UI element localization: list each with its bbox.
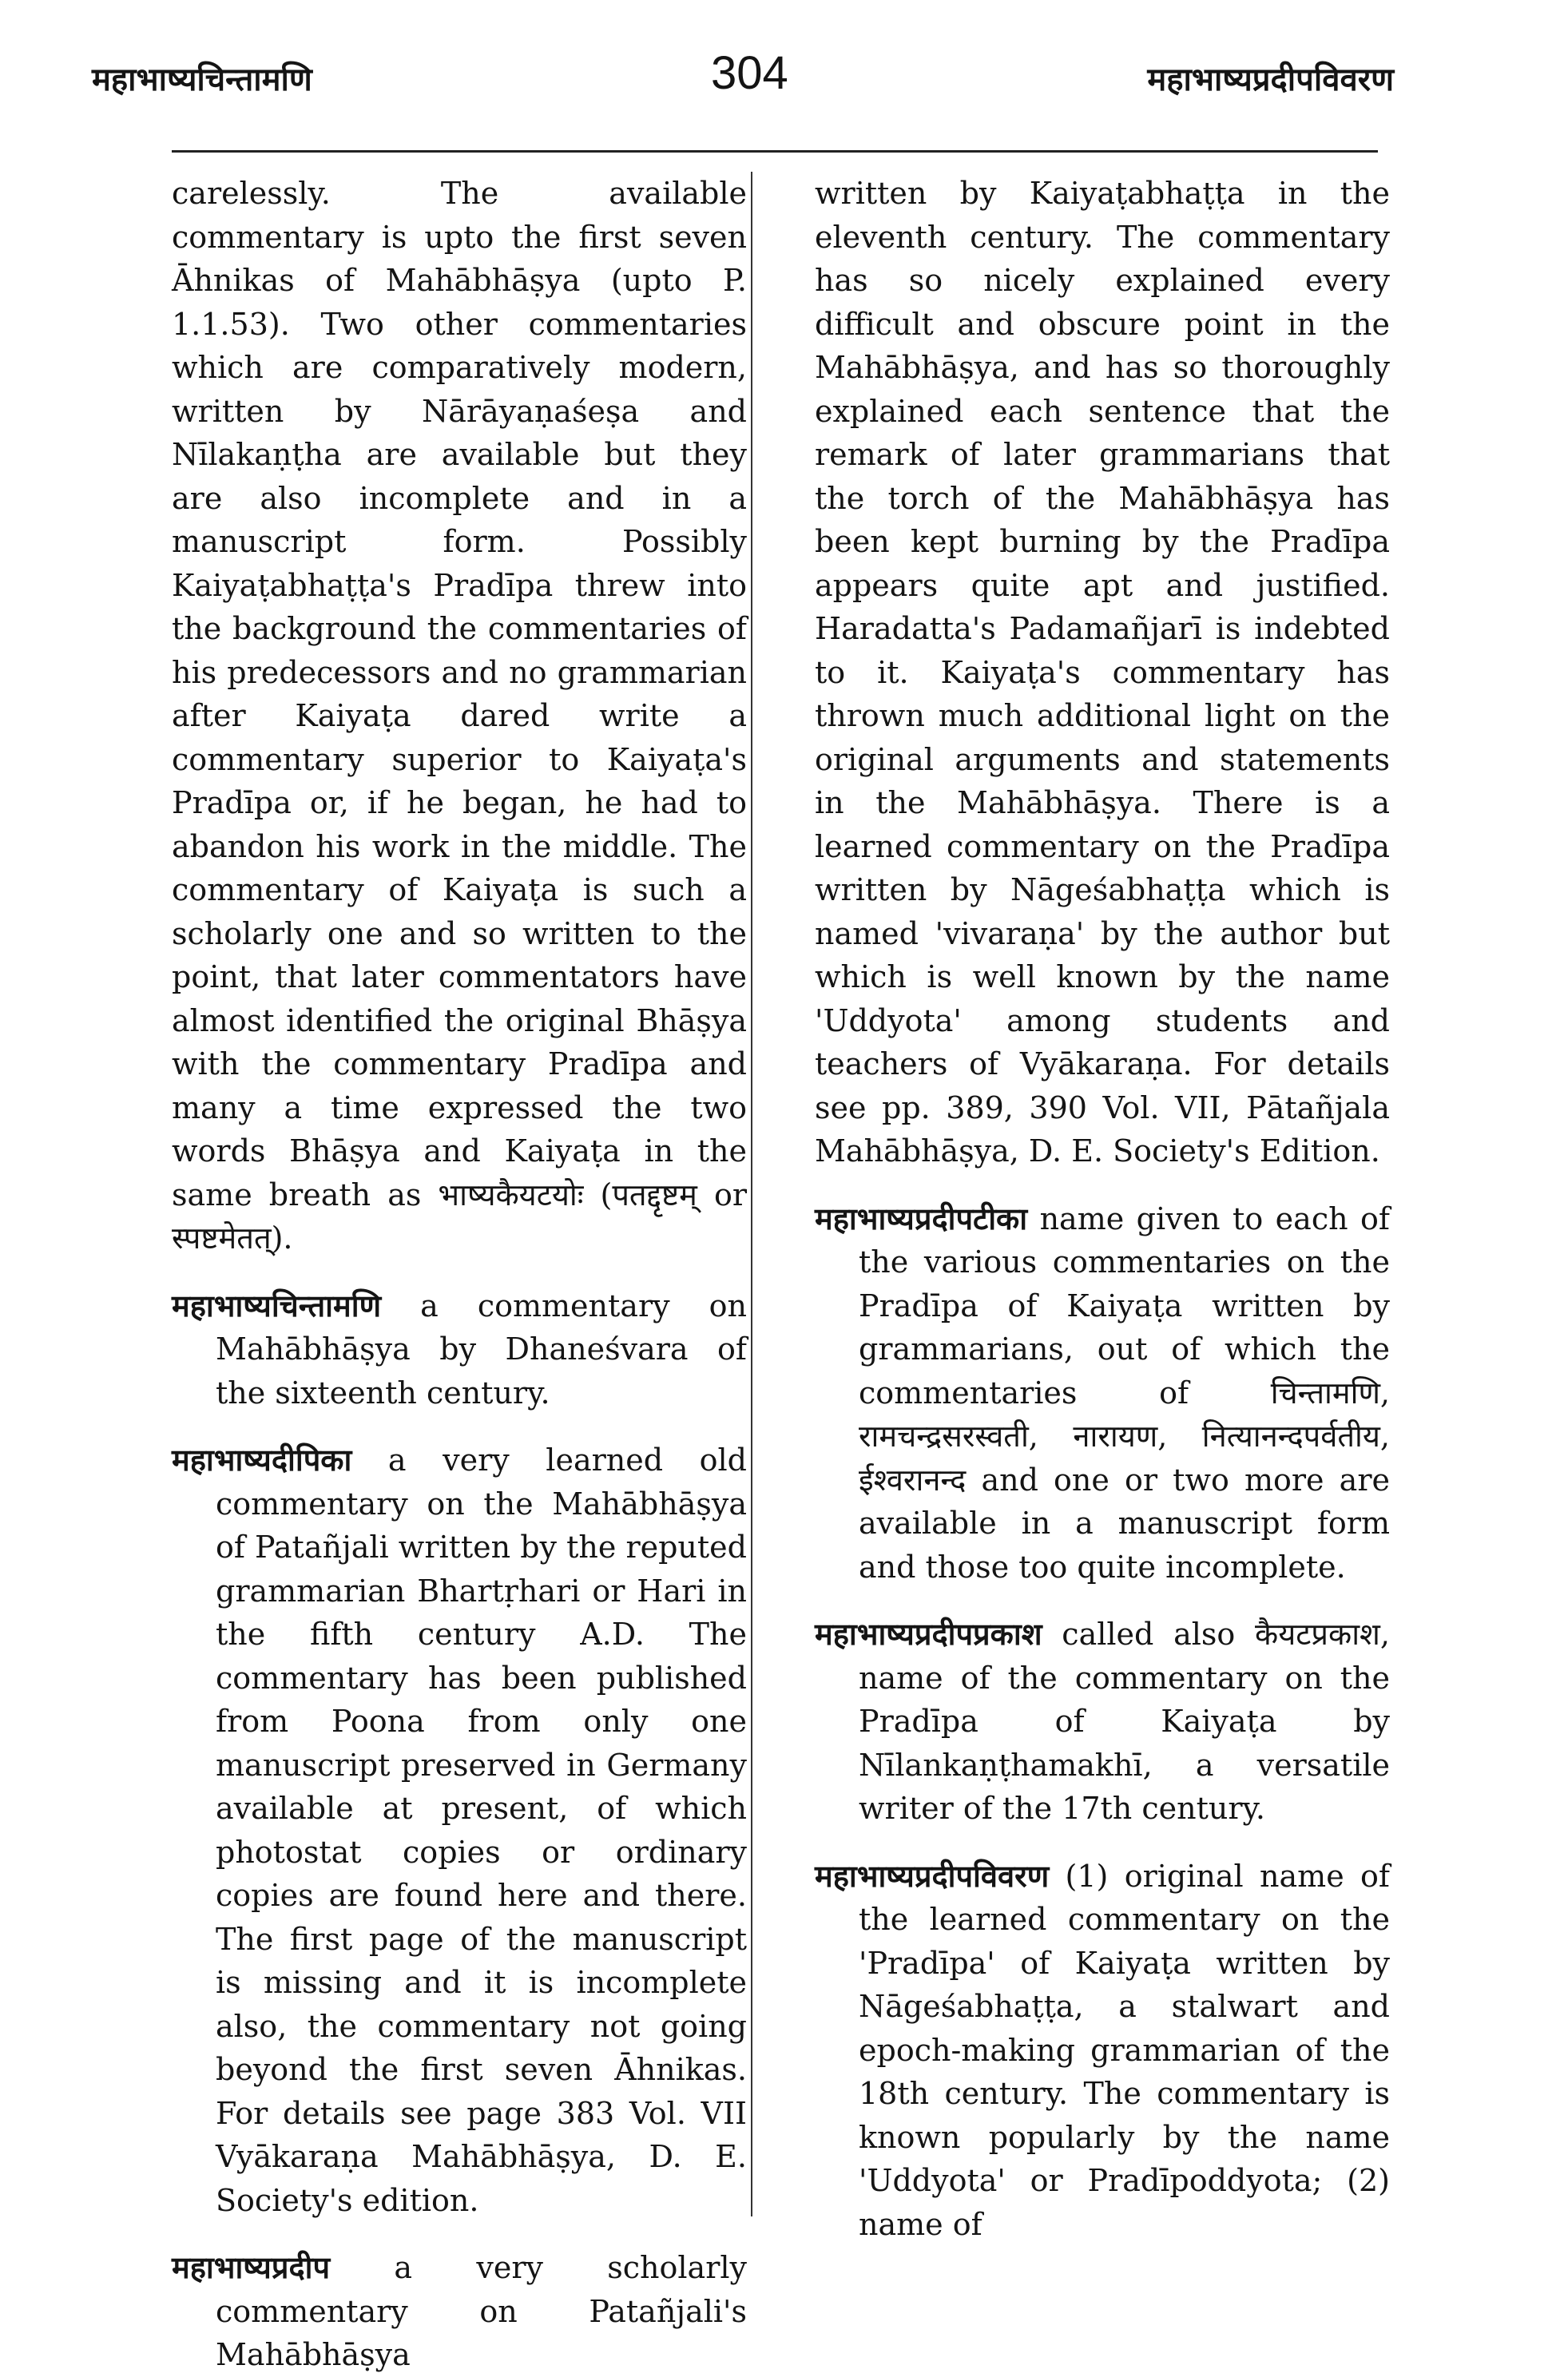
dictionary-entry	[172, 2246, 747, 2377]
entry-headword: महाभाष्यप्रदीपविवरण	[815, 1857, 1050, 1894]
entry-headword: महाभाष्यदीपिका	[172, 1442, 352, 1478]
entry-headword: महाभाष्यचिन्तामणि	[172, 1287, 382, 1323]
header-rule	[172, 150, 1378, 153]
column-divider	[751, 172, 752, 2216]
page-header	[0, 0, 1568, 144]
page-number: 304	[711, 47, 788, 99]
dictionary-entry	[172, 1439, 747, 2222]
dictionary-entry	[172, 1284, 747, 1415]
continuation-text: written by Kaiyaṭabhaṭṭa in the eleventh century. The commentary has so nicely explained every difficult and obscure point in the Mahābhāṣya, and has so thoroughly explained each sentence that the remark of later grammarians that the torch of the Mahābhāṣya has been kept burning by the Pradīpa appears quite apt and justified. Haradatta's Padamañjarī is indebted to it. Kaiyaṭa's commentary has thrown much additional light on the original arguments and statements in the Mahābhāṣya. There is a learned commentary on the Pradīpa written by Nāgeśabhaṭṭa which is named 'vivaraṇa' by the author but which is well known by the name 'Uddyota' among students and teachers of Vyākaraṇa. For details see pp. 389, 390 Vol. VII, Pātañjala Mahābhāṣya, D. E. Society's Edition.	[815, 176, 1390, 1169]
entry-definition: (1) original name of the learned commentary on the 'Pradīpa' of Kaiyaṭa written by Nāgeśabhaṭṭa, a stalwart and epoch-making grammarian of the 18th century. The commentary is known popularly by the name 'Uddyota' or Pradīpoddyota; (2) name of	[859, 1858, 1390, 2242]
dictionary-entry	[815, 1855, 1390, 2247]
entry-headword: महाभाष्यप्रदीपटीका	[815, 1200, 1028, 1236]
left-column	[172, 172, 747, 2377]
entry-headword: महाभाष्यप्रदीपप्रकाश	[815, 1616, 1042, 1652]
entry-definition: a very learned old commentary on the Mahābhāṣya of Patañjali written by the reputed grammarian Bhartṛhari or Hari in the fifth century A.D. The commentary has been published from Poona from only one manuscript preserved in Germany available at present, of which photostat copies or ordinary copies are found here and there. The first page of the manuscript is missing and it is incomplete also, the commentary not going beyond the first seven Āhnikas. For details see page 383 Vol. VII Vyākaraṇa Mahābhāṣya, D. E. Society's edition.	[216, 1442, 747, 2218]
entry-definition: called also कैयटप्रकाश, name of the commentary on the Pradīpa of Kaiyaṭa by Nīlankaṇṭhamakhī, a versatile writer of the 17th century.	[859, 1617, 1390, 1826]
right-column	[815, 172, 1390, 2246]
running-head-left: महाभाष्यचिन्तामणि	[92, 61, 312, 98]
entry-headword: महाभाष्यप्रदीप	[172, 2249, 331, 2285]
running-head-right: महाभाष्यप्रदीपविवरण	[1147, 61, 1394, 98]
entry-definition: a commentary on Mahābhāṣya by Dhaneśvara of the sixteenth century.	[216, 1288, 747, 1411]
continuation-text: carelessly. The available commentary is upto the first seven Āhnikas of Mahābhāṣya (upto P. 1.1.53). Two other commentaries which are comparatively modern, written by Nārāyaṇaśeṣa and Nīlakaṇṭha are available but they are also incomplete and in a manuscript form. Possibly Kaiyaṭabhaṭṭa's Pradīpa threw into the background the commentaries of his predecessors and no grammarian after Kaiyaṭa dared write a commentary superior to Kaiyaṭa's Pradīpa or, if he began, he had to abandon his work in the middle. The commentary of Kaiyaṭa is such a scholarly one and so written to the point, that later commentators have almost identified the original Bhāṣya with the commentary Pradīpa and many a time expressed the two words Bhāṣya and Kaiyaṭa in the same breath as भाष्यकैयटयोः (पतद्दृष्टम् or स्पष्टमेतत्).	[172, 176, 747, 1256]
dictionary-entry	[815, 1613, 1390, 1831]
dictionary-entry	[815, 1197, 1390, 1589]
entry-definition: name given to each of the various commentaries on the Pradīpa of Kaiyaṭa written by grammarians, out of which the commentaries of चिन्तामणि, रामचन्द्रसरस्वती, नारायण, नित्यानन्दपर्वतीय, ईश्वरानन्द and one or two more are available in a manuscript form and those too quite incomplete.	[859, 1200, 1390, 1585]
entry-definition: a very scholarly commentary on Patañjali's Mahābhāṣya	[216, 2250, 747, 2372]
